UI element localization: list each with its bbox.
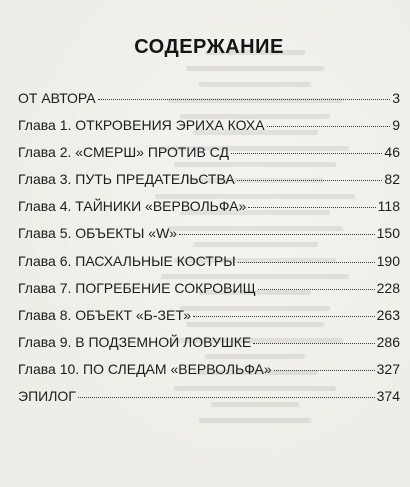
toc-entry-label: ЭПИЛОГ bbox=[18, 388, 76, 405]
toc-entry-chapter-7 bbox=[18, 280, 400, 307]
toc-entry-epilogue bbox=[18, 388, 400, 415]
toc-entry-label: Глава 1. ОТКРОВЕНИЯ ЭРИХА КОХА bbox=[18, 117, 265, 134]
toc-entry-page: 190 bbox=[376, 252, 400, 269]
leader-dots bbox=[248, 207, 375, 208]
toc-entry-chapter-9 bbox=[18, 334, 400, 361]
toc-entry-label: Глава 9. В ПОДЗЕМНОЙ ЛОВУШКЕ bbox=[18, 333, 252, 350]
toc-entry-label: Глава 3. ПУТЬ ПРЕДАТЕЛЬСТВА bbox=[18, 171, 235, 188]
leader-dots bbox=[193, 316, 375, 317]
leader-dots bbox=[179, 234, 375, 235]
leader-dots bbox=[258, 289, 375, 290]
toc-entry-page: 286 bbox=[376, 333, 400, 350]
toc-entry-page: 118 bbox=[377, 198, 400, 215]
leader-dots bbox=[237, 180, 383, 181]
leader-dots bbox=[238, 262, 375, 263]
toc-entry-page: 82 bbox=[384, 171, 400, 188]
toc-entry-chapter-6 bbox=[18, 253, 400, 280]
toc-entry-chapter-2 bbox=[18, 144, 400, 171]
toc-entry-label: Глава 10. ПО СЛЕДАМ «ВЕРВОЛЬФА» bbox=[18, 360, 272, 377]
leader-dots bbox=[253, 343, 374, 344]
toc-entry-label: Глава 5. ОБЪЕКТЫ «W» bbox=[18, 225, 178, 242]
page-title: СОДЕРЖАНИЕ bbox=[134, 36, 284, 58]
table-of-contents bbox=[18, 90, 400, 415]
toc-entry-label: Глава 6. ПАСХАЛЬНЫЕ КОСТРЫ bbox=[18, 252, 236, 269]
toc-entry-label: ОТ АВТОРА bbox=[18, 90, 96, 106]
toc-entry-chapter-3 bbox=[18, 171, 400, 198]
toc-entry-label: Глава 7. ПОГРЕБЕНИЕ СОКРОВИЩ bbox=[18, 279, 256, 296]
toc-entry-label: Глава 8. ОБЪЕКТ «Б-ЗЕТ» bbox=[18, 306, 192, 323]
toc-entry-label: Глава 2. «СМЕРШ» ПРОТИВ СД bbox=[18, 144, 229, 161]
toc-entry-author bbox=[18, 90, 400, 117]
leader-dots bbox=[231, 153, 382, 154]
leader-dots bbox=[78, 397, 375, 398]
toc-entry-chapter-5 bbox=[18, 225, 400, 252]
leader-dots bbox=[267, 126, 391, 127]
toc-entry-chapter-1 bbox=[18, 117, 400, 144]
toc-entry-chapter-8 bbox=[18, 307, 400, 334]
toc-entry-label: Глава 4. ТАЙНИКИ «ВЕРВОЛЬФА» bbox=[18, 198, 247, 215]
leader-dots bbox=[98, 99, 391, 100]
toc-entry-page: 327 bbox=[376, 360, 400, 377]
toc-entry-page: 263 bbox=[376, 306, 400, 323]
toc-entry-page: 46 bbox=[384, 144, 400, 161]
toc-entry-page: 228 bbox=[376, 279, 400, 296]
toc-entry-page: 374 bbox=[376, 388, 400, 405]
toc-entry-page: 3 bbox=[392, 90, 400, 106]
toc-entry-chapter-4 bbox=[18, 198, 400, 225]
toc-entry-page: 9 bbox=[392, 117, 400, 134]
toc-entry-page: 150 bbox=[376, 225, 400, 242]
leader-dots bbox=[274, 370, 375, 371]
toc-entry-chapter-10 bbox=[18, 361, 400, 388]
